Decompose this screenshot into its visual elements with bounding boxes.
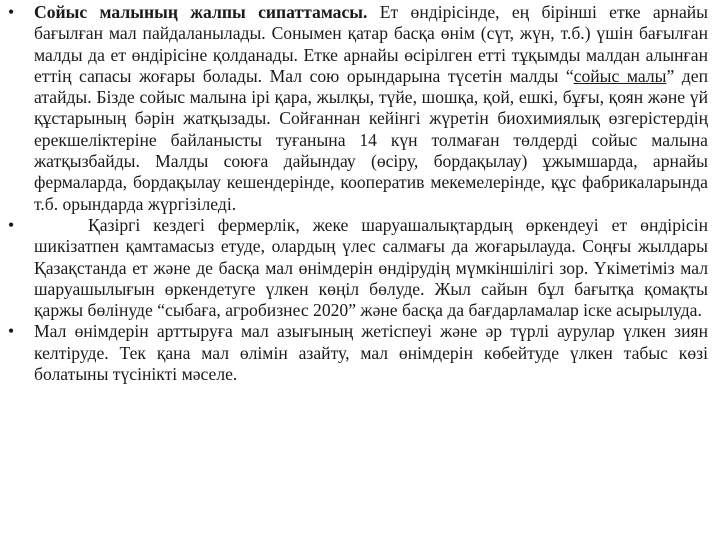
list-item bbox=[8, 321, 708, 385]
paragraph-text: ” деп атайды. Бізде сойыс малына ірі қара, жылқы, түйе, шошқа, қой, ешкі, бұғы, қоян және үй құстарының бәрін жатқызады. Сойғаннан кейінгі жүретін биохимиялық өзгерістердің ерекшеліктеріне байланысты туғанына 14 күн толмаған төлдерді сойыс малына жатқызбайды. Малды союға дайындау (өсіру, бордақылау) ұжымшарда, арнайы фермаларда, бордақылау кешендерінде, кооператив мекемелерінде, құс фабрикаларында т.б. орындарда жүргізіледі. bbox=[34, 65, 708, 214]
paragraph-text: Ет өндірісінде, ең бірінші етке арнайы бағылған мал пайдаланылады. Сонымен қатар басқа өнім (сүт, жүн, т.б.) үшін бағылған малды да ет өндірісіне қолданады. Етке арнайы өсірілген етті тұқымды малдан алынған еттің сапасы жоғары болады. Мал сою орындарына түсетін малды “ bbox=[34, 2, 708, 86]
bullet-list bbox=[8, 2, 708, 385]
bullet-icon: • bbox=[8, 321, 15, 342]
paragraph-text: Мал өнімдерін арттыруға мал азығының жетіспеуі және әр түрлі аурулар үлкен зиян келтіруде. Тек қана мал өлімін азайту, мал өнімдерін көбейтуде үлкен табыс көзі болатыны түсінікті мәселе. bbox=[34, 321, 708, 385]
list-item bbox=[8, 2, 708, 215]
bullet-icon: • bbox=[8, 214, 15, 235]
underlined-term: сойыс малы bbox=[573, 65, 667, 86]
bullet-icon: • bbox=[8, 2, 15, 22]
list-item bbox=[8, 215, 708, 321]
paragraph-text: Қазіргі кездегі фермерлік, жеке шаруашалықтардың өркендеуі ет өндірісін шикізатпен қамтамасыз етуде, олардың үлес салмағы да жоғарылауда. Соңғы жылдары Қазақстанда ет және де басқа мал өнімдерін өндірудің мүмкіншілігі зор. Үкіметіміз мал шаруашылығын өркендетуге үлкен көңіл бөлуде. Жыл сайын бұл бағытқа қомақты қаржы бөлінуде “сыбаға, агробизнес 2020” және басқа да бағдарламалар іске асырылуда. bbox=[34, 214, 708, 321]
section-heading: Сойыс малының жалпы сипаттамасы. bbox=[34, 2, 368, 22]
